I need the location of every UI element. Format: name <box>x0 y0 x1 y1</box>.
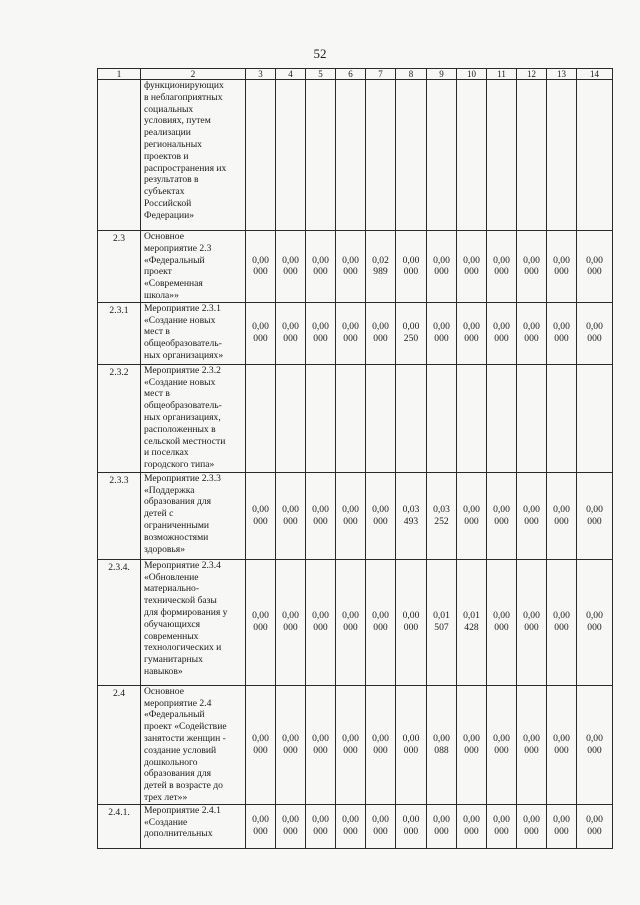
value-text: 0,00 000 <box>312 503 329 527</box>
value-cell <box>336 80 366 231</box>
value-text: 0,00 000 <box>553 732 570 756</box>
value-text: 0,00 000 <box>282 254 299 278</box>
value-cell <box>396 559 427 685</box>
column-header-12: 12 <box>517 69 547 80</box>
value-text: 0,00 000 <box>493 254 510 278</box>
value-cell <box>517 559 547 685</box>
row-name <box>141 364 246 472</box>
value-cell <box>246 80 276 231</box>
value-text: 0,02 989 <box>372 254 389 278</box>
value-text: 0,00 000 <box>523 503 540 527</box>
value-cell <box>246 472 276 559</box>
column-header-1: 1 <box>98 69 141 80</box>
value-cell <box>547 804 577 848</box>
value-cell <box>276 80 306 231</box>
table-row <box>98 80 613 231</box>
page-number: 52 <box>313 46 327 61</box>
value-cell <box>517 804 547 848</box>
value-cell <box>577 80 613 231</box>
value-text: 0,00 000 <box>372 814 389 838</box>
value-text: 0,00 000 <box>282 610 299 634</box>
value-cell <box>396 302 427 364</box>
value-text: 0,00 088 <box>433 732 450 756</box>
row-name <box>141 804 246 848</box>
value-text: 0,00 000 <box>312 254 329 278</box>
value-cell <box>336 231 366 303</box>
value-cell <box>396 231 427 303</box>
value-cell <box>427 302 457 364</box>
value-text: 0,00 000 <box>553 610 570 634</box>
row-name-text: Мероприятие 2.3.1 «Создание новых мест в общеобразователь- ных организациях» <box>144 302 224 361</box>
value-cell <box>457 364 487 472</box>
row-name <box>141 302 246 364</box>
row-name-text: Основное мероприятие 2.4 «Федеральный проект «Содействие занятости женщин - создание условий дошкольного образования для детей в возрасте до трех лет»» <box>144 685 227 803</box>
column-header-7: 7 <box>366 69 396 80</box>
value-cell <box>396 364 427 472</box>
value-cell <box>577 685 613 804</box>
value-text: 0,00 000 <box>586 610 603 634</box>
value-cell <box>366 685 396 804</box>
value-cell <box>276 559 306 685</box>
table-row <box>98 231 613 303</box>
value-cell <box>366 559 396 685</box>
value-cell <box>396 804 427 848</box>
value-text: 0,00 000 <box>523 814 540 838</box>
value-cell <box>547 472 577 559</box>
value-cell <box>577 364 613 472</box>
value-text: 0,00 000 <box>372 321 389 345</box>
value-text: 0,00 000 <box>433 321 450 345</box>
column-header-6: 6 <box>336 69 366 80</box>
value-text: 0,00 000 <box>282 732 299 756</box>
value-text: 0,00 000 <box>493 732 510 756</box>
value-text: 0,00 000 <box>342 254 359 278</box>
value-cell <box>306 364 336 472</box>
row-name <box>141 80 246 231</box>
value-text: 0,00 000 <box>433 254 450 278</box>
value-text: 0,00 000 <box>282 321 299 345</box>
value-cell <box>457 472 487 559</box>
value-text: 0,00 000 <box>586 254 603 278</box>
value-cell <box>487 302 517 364</box>
column-header-11: 11 <box>487 69 517 80</box>
value-cell <box>246 685 276 804</box>
budget-table <box>97 68 613 849</box>
value-cell <box>577 559 613 685</box>
value-cell <box>396 685 427 804</box>
value-cell <box>246 231 276 303</box>
value-cell <box>306 302 336 364</box>
row-name <box>141 472 246 559</box>
value-cell <box>306 559 336 685</box>
value-text: 0,00 000 <box>586 732 603 756</box>
value-cell <box>276 231 306 303</box>
value-cell <box>577 472 613 559</box>
value-cell <box>547 685 577 804</box>
value-cell <box>547 302 577 364</box>
value-text: 0,00 000 <box>312 814 329 838</box>
row-number: 2.3.4. <box>98 559 141 685</box>
value-cell <box>457 804 487 848</box>
row-number: 2.3.1 <box>98 302 141 364</box>
value-cell <box>366 231 396 303</box>
value-cell <box>366 804 396 848</box>
value-cell <box>246 804 276 848</box>
row-name <box>141 559 246 685</box>
value-text: 0,00 000 <box>463 321 480 345</box>
value-text: 0,00 000 <box>252 814 269 838</box>
value-cell <box>457 302 487 364</box>
value-text: 0,00 000 <box>252 503 269 527</box>
value-cell <box>457 231 487 303</box>
value-cell <box>427 364 457 472</box>
value-text: 0,00 000 <box>433 814 450 838</box>
row-name-text: Мероприятие 2.3.4 «Обновление материально- технической базы для формирования у обучающихся современных технологических и гуманитарных навыков» <box>144 559 228 677</box>
value-text: 0,00 000 <box>523 254 540 278</box>
value-text: 0,03 252 <box>433 503 450 527</box>
value-cell <box>276 364 306 472</box>
value-text: 0,00 000 <box>553 254 570 278</box>
value-text: 0,00 000 <box>463 732 480 756</box>
value-cell <box>427 80 457 231</box>
column-header-5: 5 <box>306 69 336 80</box>
row-name-text: Мероприятие 2.4.1 «Создание дополнительных <box>144 804 221 840</box>
value-cell <box>487 231 517 303</box>
value-text: 0,00 000 <box>402 732 420 756</box>
value-text: 0,00 000 <box>493 814 510 838</box>
value-text: 0,00 000 <box>553 814 570 838</box>
value-cell <box>427 472 457 559</box>
table-row <box>98 302 613 364</box>
row-number: 2.3.2 <box>98 364 141 472</box>
table-row <box>98 472 613 559</box>
column-header-8: 8 <box>396 69 427 80</box>
value-text: 0,00 000 <box>282 814 299 838</box>
value-text: 0,00 000 <box>402 254 420 278</box>
value-cell <box>306 685 336 804</box>
value-cell <box>547 559 577 685</box>
row-number: 2.3 <box>98 231 141 303</box>
value-cell <box>517 364 547 472</box>
row-name <box>141 231 246 303</box>
value-text: 0,03 493 <box>402 503 420 527</box>
value-text: 0,00 000 <box>282 503 299 527</box>
value-cell <box>457 559 487 685</box>
value-text: 0,00 000 <box>252 254 269 278</box>
value-text: 0,00 000 <box>252 321 269 345</box>
row-name-text: Мероприятие 2.3.2 «Создание новых мест в общеобразователь- ных организациях, расположенных в сельской местности и поселках городского типа» <box>144 364 226 471</box>
value-text: 0,00 000 <box>372 732 389 756</box>
value-text: 0,00 000 <box>312 732 329 756</box>
value-text: 0,00 000 <box>463 503 480 527</box>
value-text: 0,00 000 <box>586 503 603 527</box>
row-name-text: Мероприятие 2.3.3 «Поддержка образования для детей с ограниченными возможностями здоровья» <box>144 472 221 555</box>
value-text: 0,00 000 <box>342 814 359 838</box>
row-name-text: функционирующих в неблагоприятных социальных условиях, путем реализации региональных проектов и распространения их результатов в субъектах Российской Федерации» <box>144 80 227 221</box>
value-text: 0,00 000 <box>553 503 570 527</box>
value-text: 0,00 000 <box>523 610 540 634</box>
value-cell <box>487 685 517 804</box>
column-header-9: 9 <box>427 69 457 80</box>
table-row <box>98 685 613 804</box>
column-header-2: 2 <box>141 69 246 80</box>
value-cell <box>306 80 336 231</box>
value-text: 0,00 000 <box>312 610 329 634</box>
column-header-14: 14 <box>577 69 613 80</box>
value-text: 0,00 000 <box>553 321 570 345</box>
value-cell <box>487 364 517 472</box>
value-cell <box>517 685 547 804</box>
value-text: 0,00 000 <box>312 321 329 345</box>
value-text: 0,00 000 <box>463 814 480 838</box>
value-text: 0,00 000 <box>402 814 420 838</box>
value-cell <box>246 559 276 685</box>
value-text: 0,00 000 <box>342 503 359 527</box>
value-cell <box>336 302 366 364</box>
value-text: 0,00 000 <box>252 610 269 634</box>
column-header-4: 4 <box>276 69 306 80</box>
value-cell <box>517 231 547 303</box>
value-text: 0,00 000 <box>342 610 359 634</box>
column-header-13: 13 <box>547 69 577 80</box>
row-name <box>141 685 246 804</box>
value-text: 0,00 000 <box>372 503 389 527</box>
value-cell <box>457 685 487 804</box>
value-cell <box>517 472 547 559</box>
value-cell <box>366 302 396 364</box>
value-cell <box>276 804 306 848</box>
value-cell <box>547 80 577 231</box>
value-cell <box>246 364 276 472</box>
value-text: 0,00 250 <box>402 321 420 345</box>
value-cell <box>427 559 457 685</box>
table-row <box>98 804 613 848</box>
value-cell <box>577 804 613 848</box>
value-text: 0,00 000 <box>342 732 359 756</box>
row-number <box>98 80 141 231</box>
value-cell <box>487 472 517 559</box>
row-number: 2.3.3 <box>98 472 141 559</box>
value-cell <box>366 364 396 472</box>
value-text: 0,00 000 <box>372 610 389 634</box>
value-text: 0,00 000 <box>523 321 540 345</box>
value-text: 0,01 507 <box>433 610 450 634</box>
value-cell <box>306 231 336 303</box>
column-header-3: 3 <box>246 69 276 80</box>
value-cell <box>487 80 517 231</box>
value-cell <box>487 804 517 848</box>
value-cell <box>336 685 366 804</box>
value-text: 0,00 000 <box>342 321 359 345</box>
value-cell <box>427 231 457 303</box>
row-number: 2.4.1. <box>98 804 141 848</box>
value-cell <box>366 80 396 231</box>
value-cell <box>487 559 517 685</box>
value-cell <box>276 472 306 559</box>
value-text: 0,00 000 <box>586 321 603 345</box>
value-cell <box>427 804 457 848</box>
value-text: 0,00 000 <box>402 610 420 634</box>
value-cell <box>306 804 336 848</box>
value-cell <box>276 302 306 364</box>
value-cell <box>577 302 613 364</box>
column-header-row <box>98 69 613 80</box>
value-text: 0,00 000 <box>463 254 480 278</box>
value-cell <box>336 804 366 848</box>
row-name-text: Основное мероприятие 2.3 «Федеральный проект «Современная школа»» <box>144 231 212 301</box>
value-cell <box>577 231 613 303</box>
table-row <box>98 364 613 472</box>
column-header-10: 10 <box>457 69 487 80</box>
value-text: 0,01 428 <box>463 610 480 634</box>
value-text: 0,00 000 <box>523 732 540 756</box>
value-cell <box>517 302 547 364</box>
value-cell <box>336 559 366 685</box>
value-cell <box>547 364 577 472</box>
value-text: 0,00 000 <box>493 503 510 527</box>
value-cell <box>336 472 366 559</box>
value-cell <box>306 472 336 559</box>
value-text: 0,00 000 <box>252 732 269 756</box>
value-cell <box>276 685 306 804</box>
value-text: 0,00 000 <box>493 610 510 634</box>
value-cell <box>427 685 457 804</box>
value-text: 0,00 000 <box>586 814 603 838</box>
value-cell <box>366 472 396 559</box>
value-cell <box>336 364 366 472</box>
value-cell <box>246 302 276 364</box>
row-number: 2.4 <box>98 685 141 804</box>
value-cell <box>396 472 427 559</box>
value-cell <box>547 231 577 303</box>
value-cell <box>517 80 547 231</box>
value-cell <box>457 80 487 231</box>
table-row <box>98 559 613 685</box>
value-text: 0,00 000 <box>493 321 510 345</box>
value-cell <box>396 80 427 231</box>
